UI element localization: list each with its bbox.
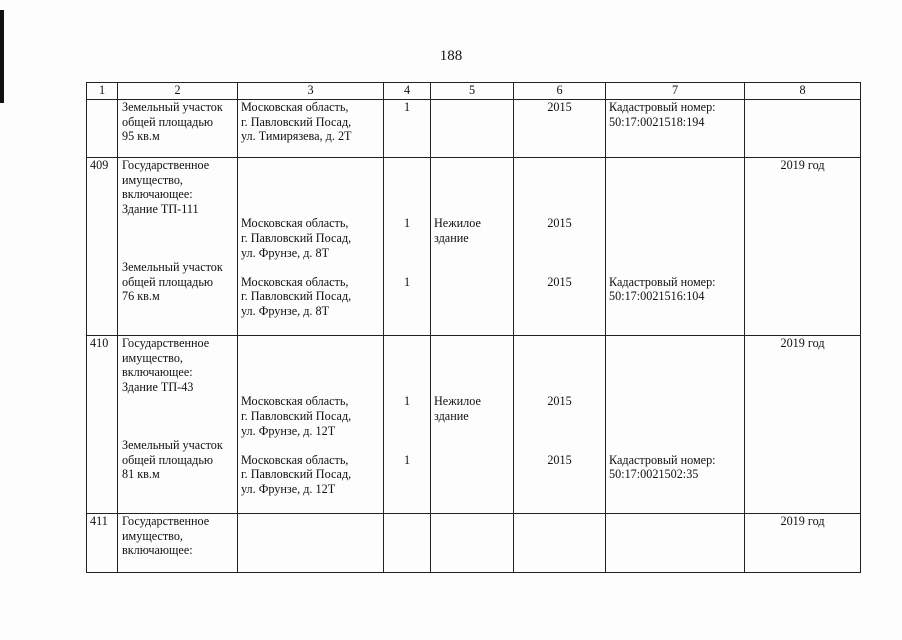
item-address: Московская область, bbox=[241, 216, 349, 231]
item-address: г. Павловский Посад, bbox=[241, 467, 352, 482]
item-year-built: 2015 bbox=[547, 274, 572, 289]
spacer bbox=[517, 336, 602, 394]
item-name: Здание ТП-111 bbox=[122, 201, 199, 216]
spacer bbox=[434, 453, 510, 497]
item-name: Земельный участок bbox=[122, 100, 223, 114]
item-note: Кадастровый номер: bbox=[609, 100, 716, 114]
item-name: Земельный участок bbox=[122, 260, 223, 275]
spacer bbox=[122, 394, 234, 438]
item-address: ул. Фрунзе, д. 12Т bbox=[241, 423, 336, 438]
cell-year bbox=[745, 100, 861, 158]
spacer bbox=[387, 467, 427, 496]
item-name: Земельный участок bbox=[122, 438, 223, 453]
cell-quantity bbox=[384, 336, 431, 514]
cell-type bbox=[431, 158, 514, 336]
item-quantity: 1 bbox=[403, 216, 411, 231]
item-name: общей площадью bbox=[122, 452, 214, 467]
spacer bbox=[517, 289, 602, 318]
item-quantity: 1 bbox=[403, 100, 411, 114]
spacer bbox=[387, 231, 427, 275]
cell-note bbox=[606, 158, 745, 336]
item-year-built: 2015 bbox=[547, 452, 572, 467]
item-name: 95 кв.м bbox=[122, 129, 160, 144]
column-header: 7 bbox=[606, 83, 745, 100]
item-address: г. Павловский Посад, bbox=[241, 114, 352, 129]
spacer bbox=[434, 514, 510, 572]
group-label: имущество, bbox=[122, 172, 183, 187]
cell-name bbox=[118, 514, 238, 573]
spacer bbox=[609, 158, 741, 216]
item-quantity: 1 bbox=[403, 452, 411, 467]
item-note: 50:17:0021518:194 bbox=[609, 114, 705, 129]
cell-address bbox=[238, 514, 384, 573]
item-type: здание bbox=[434, 230, 469, 245]
cell-address bbox=[238, 158, 384, 336]
spacer bbox=[517, 158, 602, 216]
cell-number bbox=[87, 514, 118, 573]
cell-name bbox=[118, 336, 238, 514]
table-row bbox=[87, 158, 861, 336]
spacer bbox=[387, 115, 427, 144]
item-quantity: 1 bbox=[403, 394, 411, 409]
spacer bbox=[434, 336, 510, 394]
cell-type bbox=[431, 336, 514, 514]
column-header: 1 bbox=[87, 83, 118, 100]
spacer bbox=[609, 336, 741, 394]
item-note: 50:17:0021502:35 bbox=[609, 467, 699, 482]
spacer bbox=[517, 514, 602, 572]
spacer bbox=[517, 231, 602, 275]
spacer bbox=[387, 409, 427, 453]
cell-note bbox=[606, 336, 745, 514]
spacer bbox=[609, 514, 741, 572]
item-address: ул. Фрунзе, д. 8Т bbox=[241, 303, 330, 318]
spacer bbox=[387, 289, 427, 318]
cell-quantity bbox=[384, 158, 431, 336]
spacer bbox=[434, 275, 510, 319]
spacer bbox=[434, 158, 510, 216]
cell-quantity bbox=[384, 100, 431, 158]
spacer bbox=[122, 216, 234, 260]
group-label: включающее: bbox=[122, 365, 193, 380]
item-type: Нежилое bbox=[434, 216, 481, 231]
item-address: г. Павловский Посад, bbox=[241, 408, 352, 423]
column-header: 2 bbox=[118, 83, 238, 100]
item-type: Нежилое bbox=[434, 394, 481, 409]
column-header: 8 bbox=[745, 83, 861, 100]
cell-year-built bbox=[514, 158, 606, 336]
item-address: ул. Тимирязева, д. 2Т bbox=[241, 129, 352, 144]
item-name: 81 кв.м bbox=[122, 467, 160, 482]
spacer bbox=[609, 394, 741, 452]
item-note: Кадастровый номер: bbox=[609, 274, 716, 289]
group-label: Государственное bbox=[122, 158, 210, 172]
column-header: 5 bbox=[431, 83, 514, 100]
spacer bbox=[434, 424, 510, 453]
cell-year bbox=[745, 514, 861, 573]
item-address: г. Павловский Посад, bbox=[241, 230, 352, 245]
item-address: ул. Фрунзе, д. 8Т bbox=[241, 245, 330, 260]
row-year: 2019 год bbox=[780, 336, 825, 350]
item-name: общей площадью bbox=[122, 114, 214, 129]
spacer bbox=[609, 482, 741, 497]
item-name: Здание ТП-43 bbox=[122, 379, 194, 394]
spacer bbox=[434, 246, 510, 275]
cell-type bbox=[431, 514, 514, 573]
cell-year-built bbox=[514, 100, 606, 158]
cell-year bbox=[745, 158, 861, 336]
group-label: включающее: bbox=[122, 543, 193, 558]
cell-year-built bbox=[514, 336, 606, 514]
spacer bbox=[241, 514, 380, 572]
item-quantity: 1 bbox=[403, 274, 411, 289]
spacer bbox=[241, 158, 380, 216]
group-label: Государственное bbox=[122, 336, 210, 350]
spacer bbox=[517, 409, 602, 453]
spacer bbox=[434, 100, 510, 144]
group-label: Государственное bbox=[122, 514, 210, 528]
item-address: Московская область, bbox=[241, 100, 349, 114]
property-table bbox=[86, 82, 861, 573]
cell-number bbox=[87, 100, 118, 158]
cell-note bbox=[606, 100, 745, 158]
item-note: 50:17:0021516:104 bbox=[609, 289, 705, 304]
cell-name bbox=[118, 100, 238, 158]
row-year: 2019 год bbox=[780, 158, 825, 172]
group-label: имущество, bbox=[122, 528, 183, 543]
table-row bbox=[87, 514, 861, 573]
spacer bbox=[241, 438, 380, 453]
item-note: Кадастровый номер: bbox=[609, 452, 716, 467]
spacer bbox=[241, 260, 380, 275]
cell-number bbox=[87, 158, 118, 336]
cell-address bbox=[238, 336, 384, 514]
table-row bbox=[87, 100, 861, 158]
row-year: 2019 год bbox=[780, 514, 825, 528]
spacer bbox=[387, 158, 427, 216]
column-header: 6 bbox=[514, 83, 606, 100]
cell-address bbox=[238, 100, 384, 158]
item-year-built: 2015 bbox=[547, 100, 572, 114]
item-address: Московская область, bbox=[241, 394, 349, 409]
group-label: имущество, bbox=[122, 350, 183, 365]
cell-year-built bbox=[514, 514, 606, 573]
spacer bbox=[609, 304, 741, 319]
row-number: 411 bbox=[90, 514, 108, 528]
item-name: 76 кв.м bbox=[122, 289, 160, 304]
item-year-built: 2015 bbox=[547, 216, 572, 231]
row-number: 409 bbox=[90, 158, 109, 172]
spacer bbox=[609, 129, 741, 144]
spacer bbox=[387, 336, 427, 394]
item-address: г. Павловский Посад, bbox=[241, 289, 352, 304]
cell-name bbox=[118, 158, 238, 336]
item-year-built: 2015 bbox=[547, 394, 572, 409]
item-type: здание bbox=[434, 408, 469, 423]
spacer bbox=[517, 115, 602, 144]
item-name: общей площадью bbox=[122, 274, 214, 289]
cell-number bbox=[87, 336, 118, 514]
spacer bbox=[517, 467, 602, 496]
column-header-row bbox=[87, 83, 861, 100]
cell-type bbox=[431, 100, 514, 158]
group-label: включающее: bbox=[122, 187, 193, 202]
item-address: Московская область, bbox=[241, 274, 349, 289]
page-number: 188 bbox=[439, 48, 463, 64]
item-address: Московская область, bbox=[241, 452, 349, 467]
table-row bbox=[87, 336, 861, 514]
spacer bbox=[241, 336, 380, 394]
item-address: ул. Фрунзе, д. 12Т bbox=[241, 481, 336, 496]
cell-year bbox=[745, 336, 861, 514]
column-header: 3 bbox=[238, 83, 384, 100]
cell-quantity bbox=[384, 514, 431, 573]
column-header: 4 bbox=[384, 83, 431, 100]
spacer bbox=[609, 216, 741, 274]
spacer bbox=[387, 514, 427, 572]
cell-note bbox=[606, 514, 745, 573]
row-number: 410 bbox=[90, 336, 109, 350]
